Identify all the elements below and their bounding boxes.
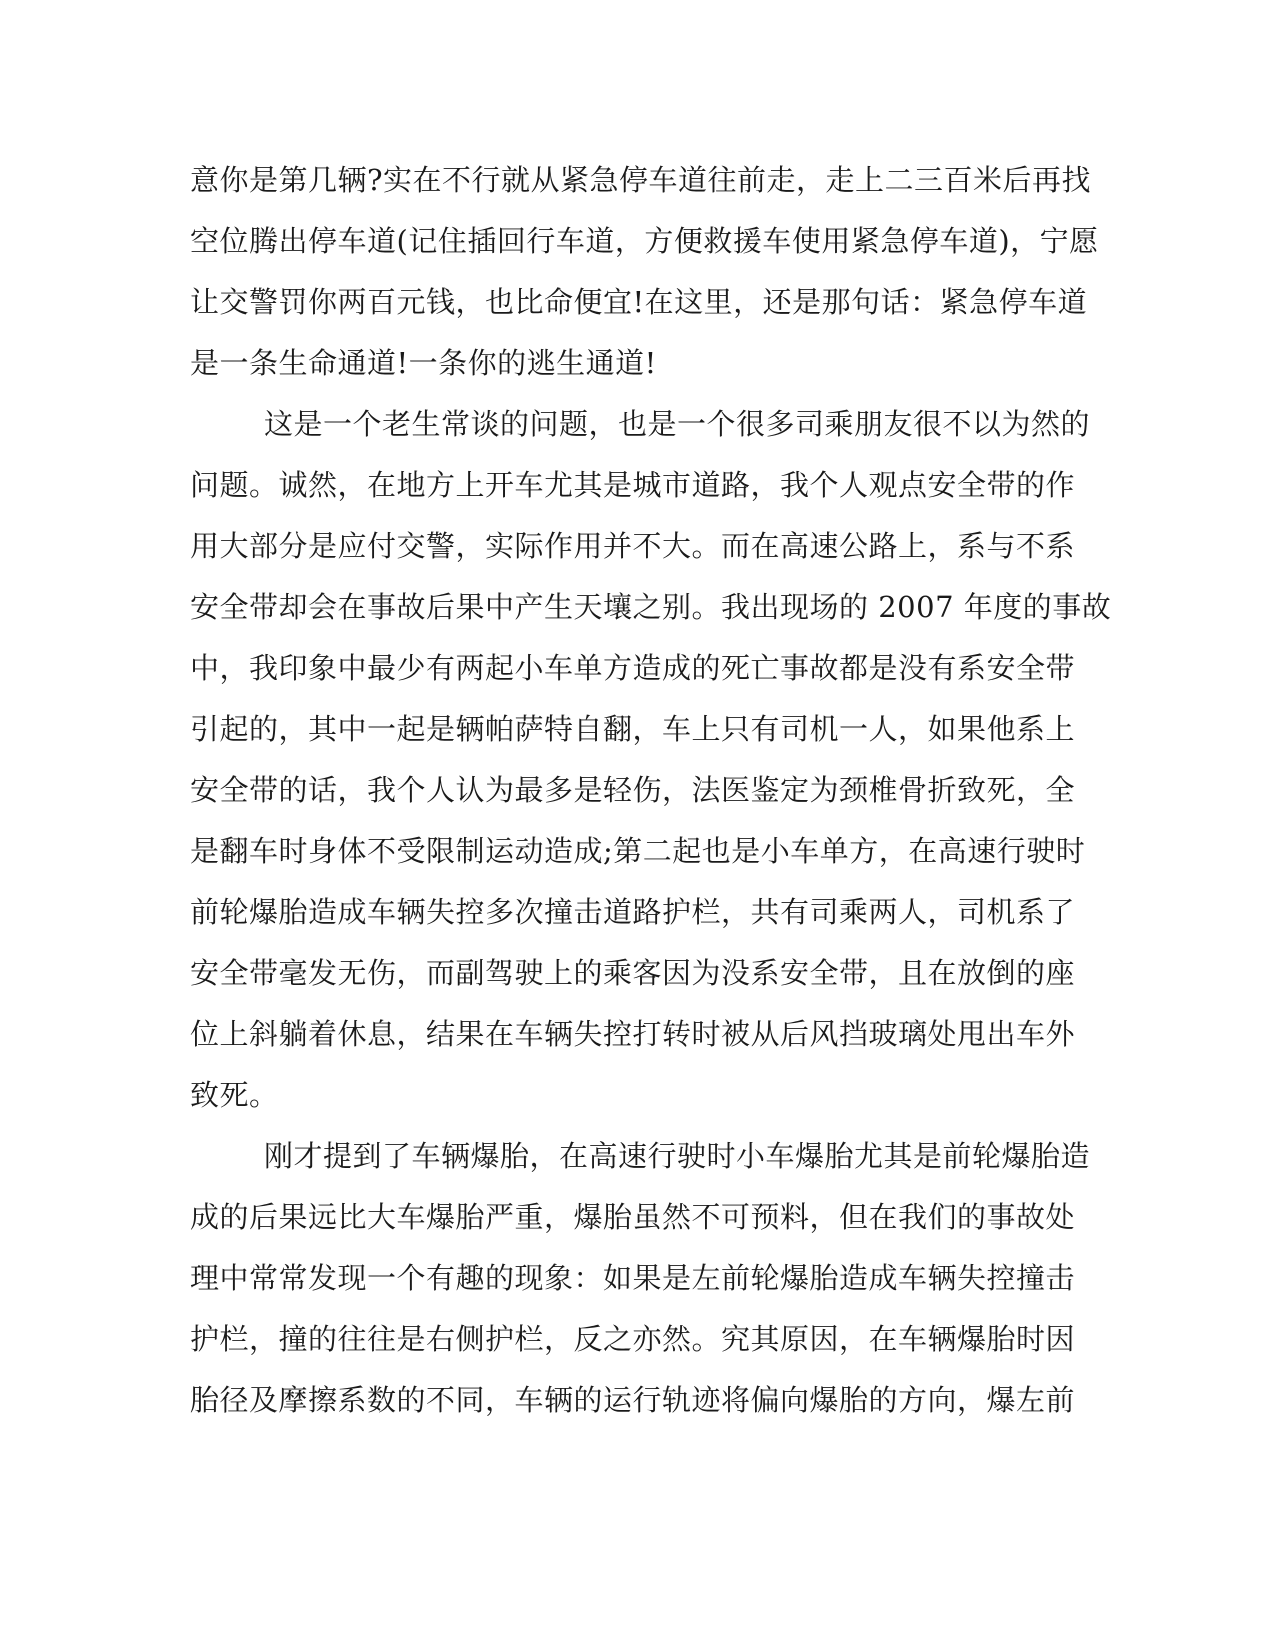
text-line: 是翻车时身体不受限制运动造成;第二起也是小车单方，在高速行驶时 [190,834,1086,868]
text-line: 是一条生命通道!一条你的逃生通道! [190,346,657,380]
text-line: 致死。 [190,1078,279,1112]
text-line: 让交警罚你两百元钱，也比命便宜!在这里，还是那句话：紧急停车道 [190,285,1088,319]
document-body [190,150,1112,1431]
text-line: 护栏，撞的往往是右侧护栏，反之亦然。究其原因，在车辆爆胎时因 [190,1322,1076,1356]
text-line: 安全带的话，我个人认为最多是轻伤，法医鉴定为颈椎骨折致死，全 [190,773,1076,807]
text-line: 意你是第几辆?实在不行就从紧急停车道往前走，走上二三百米后再找 [190,163,1092,197]
text-line: 问题。诚然，在地方上开车尤其是城市道路，我个人观点安全带的作 [190,468,1076,502]
text-line: 理中常常发现一个有趣的现象：如果是左前轮爆胎造成车辆失控撞击 [190,1261,1076,1295]
text-line: 空位腾出停车道(记住插回行车道，方便救援车使用紧急停车道)，宁愿 [190,224,1099,258]
text-line: 引起的，其中一起是辆帕萨特自翻，车上只有司机一人，如果他系上 [190,712,1076,746]
paragraph-first-line: 这是一个老生常谈的问题，也是一个很多司乘朋友很不以为然的 [264,407,1091,441]
text-line: 安全带却会在事故后果中产生天壤之别。我出现场的 2007 年度的事故 [190,590,1112,624]
text-line: 胎径及摩擦系数的不同，车辆的运行轨迹将偏向爆胎的方向，爆左前 [190,1383,1076,1417]
paragraph-first-line: 刚才提到了车辆爆胎，在高速行驶时小车爆胎尤其是前轮爆胎造 [264,1139,1091,1173]
text-line: 中，我印象中最少有两起小车单方造成的死亡事故都是没有系安全带 [190,651,1076,685]
text-line: 成的后果远比大车爆胎严重，爆胎虽然不可预料，但在我们的事故处 [190,1200,1076,1234]
text-line: 前轮爆胎造成车辆失控多次撞击道路护栏，共有司乘两人，司机系了 [190,895,1076,929]
text-line: 用大部分是应付交警，实际作用并不大。而在高速公路上，系与不系 [190,529,1076,563]
text-line: 安全带毫发无伤，而副驾驶上的乘客因为没系安全带，且在放倒的座 [190,956,1076,990]
text-line: 位上斜躺着休息，结果在车辆失控打转时被从后风挡玻璃处甩出车外 [190,1017,1076,1051]
